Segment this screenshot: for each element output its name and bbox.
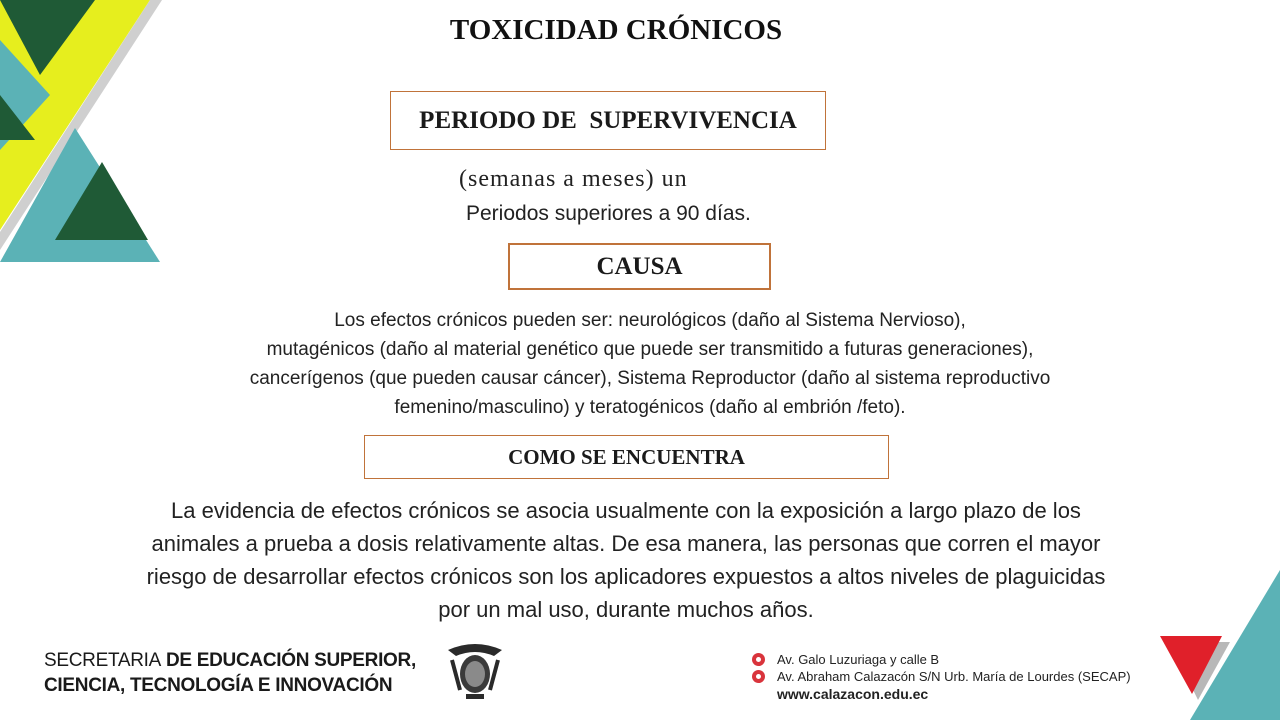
coat-of-arms-icon: [444, 640, 506, 702]
secretaria-logo: [44, 648, 416, 698]
secretaria-word: SECRETARIA: [44, 650, 162, 671]
secretaria-line2: CIENCIA, TECNOLOGÍA E INNOVACIÓN: [44, 675, 393, 696]
periodo-heading-box: [390, 91, 826, 150]
periodo-range-text: (semanas a meses) un: [459, 166, 688, 192]
location-pin-icon: [752, 670, 765, 683]
como-heading-box: [364, 435, 889, 479]
causa-line: mutagénicos (daño al material genético que puede ser transmitido a futuras generaciones),: [266, 339, 1034, 360]
como-heading: COMO SE ENCUENTRA: [508, 444, 745, 469]
location-pin-icon: [752, 653, 765, 666]
address-1: Av. Galo Luzuriaga y calle B: [777, 652, 940, 667]
como-line: La evidencia de efectos crónicos se asocia usualmente con la exposición a largo plazo de los: [171, 498, 1081, 523]
como-line: riesgo de desarrollar efectos crónicos son los aplicadores expuestos a altos niveles de plaguicidas: [146, 564, 1106, 589]
como-line: animales a prueba a dosis relativamente altas. De esa manera, las personas que corren el mayor: [151, 531, 1101, 556]
causa-paragraph: [20, 306, 1280, 422]
causa-line: Los efectos crónicos pueden ser: neurológicos (daño al Sistema Nervioso),: [334, 310, 966, 331]
causa-line: femenino/masculino) y teratogénicos (daño al embrión /feto).: [394, 397, 906, 418]
causa-line: cancerígenos (que pueden causar cáncer), Sistema Reproductor (daño al sistema reproductivo: [249, 368, 1051, 389]
contact-info: [752, 651, 1131, 702]
slide-title: TOXICIDAD CRÓNICOS: [449, 14, 783, 46]
address-2: Av. Abraham Calazacón S/N Urb. María de Lourdes (SECAP): [777, 669, 1131, 684]
periodo-detail-text: Periodos superiores a 90 días.: [466, 202, 751, 225]
periodo-heading: PERIODO DE SUPERVIVENCIA: [419, 106, 797, 134]
causa-heading-box: [508, 243, 771, 290]
como-paragraph: [0, 494, 1252, 626]
como-line: por un mal uso, durante muchos años.: [438, 597, 814, 622]
causa-heading: CAUSA: [596, 252, 683, 280]
secretaria-line1: DE EDUCACIÓN SUPERIOR,: [161, 650, 416, 671]
website-link[interactable]: www.calazacon.edu.ec: [777, 685, 929, 702]
